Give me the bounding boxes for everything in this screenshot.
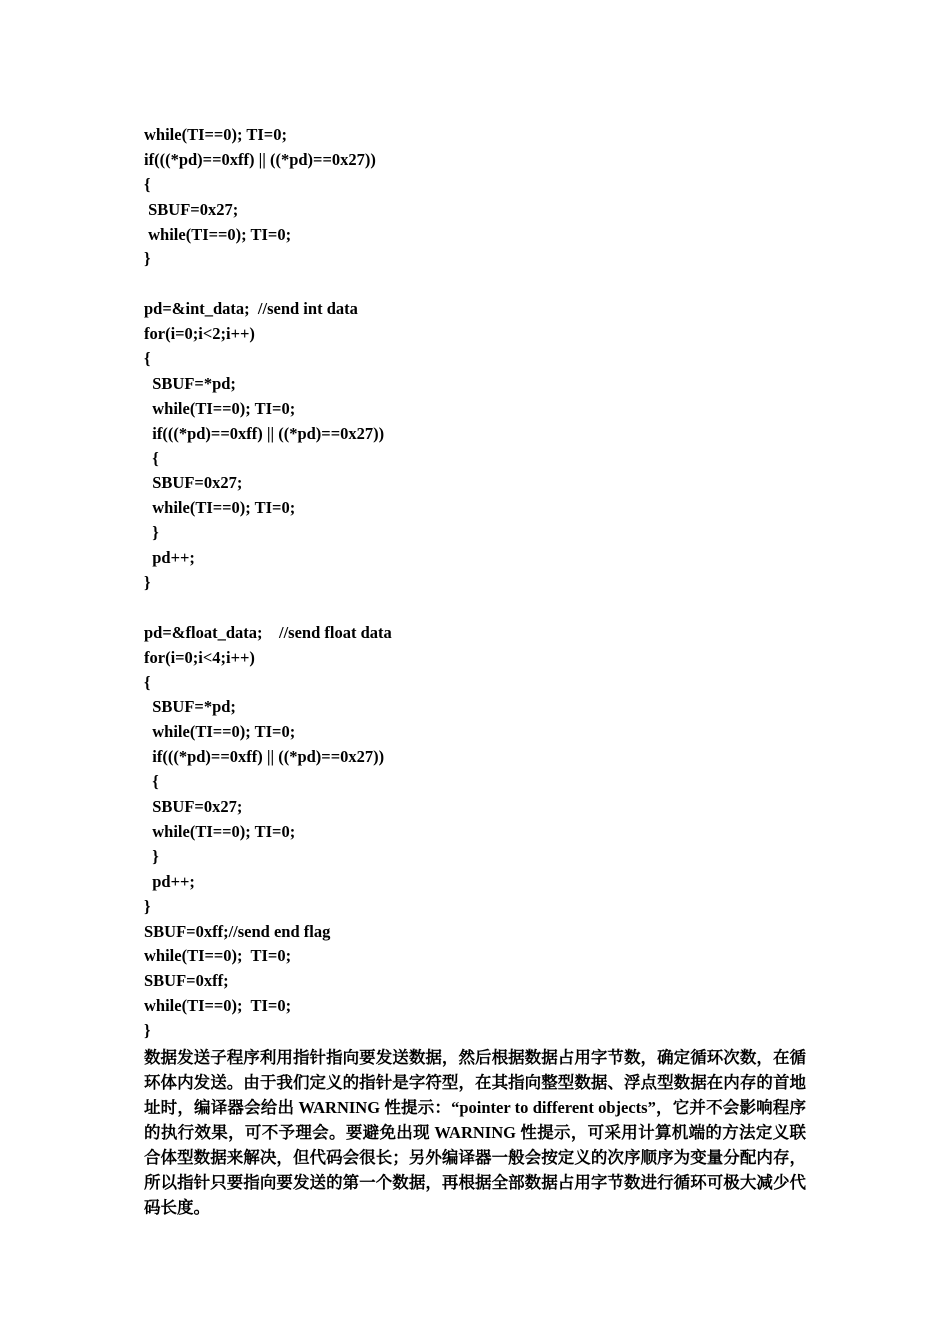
- code-line: while(TI==0); TI=0;: [144, 821, 296, 841]
- code-line: while(TI==0); TI=0;: [144, 996, 292, 1016]
- code-line: {: [144, 349, 151, 369]
- code-line: while(TI==0); TI=0;: [144, 224, 292, 244]
- code-line: if(((*pd)==0xff) || ((*pd)==0x27)): [144, 149, 376, 169]
- code-line: pd++;: [144, 871, 195, 891]
- code-line: {: [144, 448, 159, 468]
- code-line: }: [144, 896, 151, 916]
- code-line: for(i=0;i<4;i++): [144, 647, 255, 667]
- code-line: SBUF=0x27;: [144, 473, 243, 493]
- code-line: pd=&int_data; //send int data: [144, 299, 358, 319]
- code-line: while(TI==0); TI=0;: [144, 125, 287, 144]
- code-line: }: [144, 846, 159, 866]
- explanation-paragraph: 数据发送子程序利用指针指向要发送数据，然后根据数据占用字节数，确定循环次数，在循环体内发送。由于我们定义的指针是字符型，在其指向整型数据、浮点型数据在内存的首地址时，编译器会给出 WARNING 性提示：“pointer to different objects”，它并不会影响程序的执行效果，可不予理会。要避免出现 WARNING 性提示，可采用计算机端的方法定义联合体型数据来解决，但代码会很长；另外编译器一般会按定义的次序顺序为变量分配内存，所以指针只要指向要发送的第一个数据，再根据全部数据占用字节数进行循环可极大减少代码长度。: [144, 1048, 806, 1217]
- code-line: if(((*pd)==0xff) || ((*pd)==0x27)): [144, 747, 385, 767]
- code-line: }: [144, 249, 151, 269]
- code-line: }: [144, 573, 151, 593]
- code-line: SBUF=*pd;: [144, 373, 236, 393]
- code-line: SBUF=0xff;//send end flag: [144, 921, 331, 941]
- code-line: {: [144, 672, 151, 692]
- code-line: while(TI==0); TI=0;: [144, 498, 296, 518]
- code-line: }: [144, 1021, 151, 1041]
- code-line: {: [144, 174, 151, 194]
- code-blank-line: [144, 596, 806, 621]
- code-line: while(TI==0); TI=0;: [144, 722, 296, 742]
- code-blank-line: [144, 272, 806, 297]
- code-line: pd=&float_data; //send float data: [144, 622, 392, 642]
- code-line: {: [144, 772, 159, 792]
- code-line: while(TI==0); TI=0;: [144, 946, 292, 966]
- code-line: }: [144, 523, 159, 543]
- code-line: if(((*pd)==0xff) || ((*pd)==0x27)): [144, 423, 385, 443]
- code-line: SBUF=0x27;: [144, 797, 243, 817]
- code-line: SBUF=*pd;: [144, 697, 236, 717]
- code-line: SBUF=0x27;: [144, 199, 239, 219]
- code-line: SBUF=0xff;: [144, 971, 229, 991]
- code-line: pd++;: [144, 548, 195, 568]
- code-line: for(i=0;i<2;i++): [144, 324, 255, 344]
- code-line: while(TI==0); TI=0;: [144, 398, 296, 418]
- code-listing: [144, 123, 806, 1044]
